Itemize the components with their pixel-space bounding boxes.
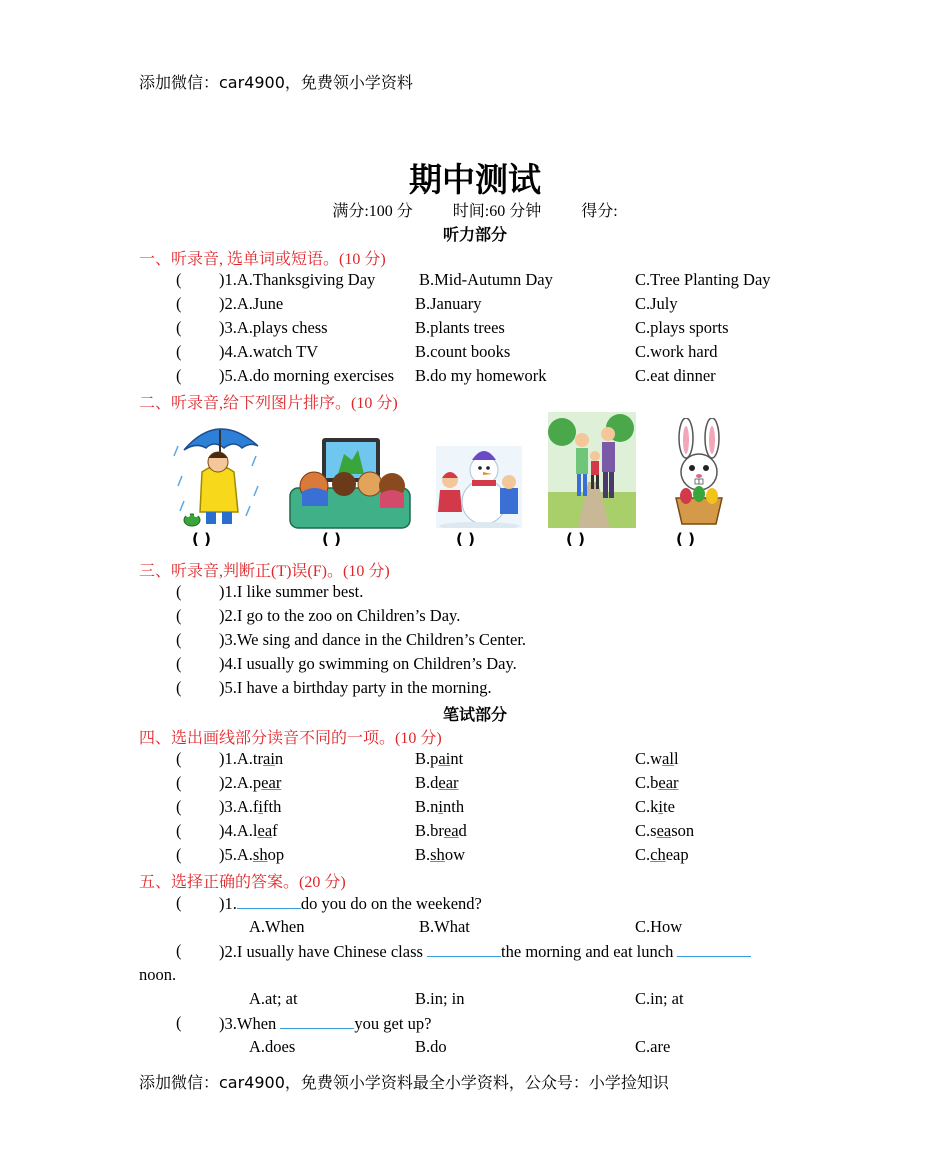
option-a: )1.A.train — [219, 749, 284, 768]
section-5-heading: 五、选择正确的答案。(20 分) — [139, 874, 346, 891]
score-line — [0, 198, 950, 221]
answer-paren[interactable]: ( — [176, 845, 182, 864]
picture-row — [0, 412, 950, 552]
options-row — [0, 1037, 950, 1061]
option-b: B.What — [419, 917, 470, 936]
option-c: C.Tree Planting Day — [635, 270, 771, 289]
option-b: B.January — [415, 294, 482, 313]
question-stem-continued: noon. — [139, 965, 177, 984]
answer-paren[interactable]: ( — [176, 318, 182, 337]
option-b: B.ninth — [415, 797, 465, 816]
statement: )3.We sing and dance in the Children’s Center. — [219, 630, 527, 649]
family-walking-park-icon — [548, 412, 636, 528]
statement: )1.I like summer best. — [219, 582, 364, 601]
question-row — [0, 630, 950, 654]
header-ad: 添加微信：car4900，免费领小学资料 — [139, 73, 413, 92]
option-a: A.does — [249, 1037, 296, 1056]
answer-paren[interactable]: ( — [176, 270, 182, 289]
statement: )4.I usually go swimming on Children’s Day. — [219, 654, 517, 673]
option-a: A.at; at — [249, 989, 298, 1008]
option-c: C.How — [635, 917, 683, 936]
question-wrap — [0, 965, 950, 989]
section-3-heading: 三、听录音,判断正(T)误(F)。(10 分) — [139, 563, 390, 580]
order-bracket[interactable]: ( ) — [566, 530, 585, 548]
question-row — [0, 941, 950, 965]
section-1-heading: 一、听录音, 选单词或短语。(10 分) — [139, 251, 386, 268]
question-row — [0, 1013, 950, 1037]
question-row — [0, 678, 950, 702]
option-b: B.in; in — [415, 989, 465, 1008]
question-row — [0, 342, 950, 366]
order-bracket[interactable]: ( ) — [322, 530, 341, 548]
option-c: C.in; at — [635, 989, 684, 1008]
answer-paren[interactable]: ( — [176, 366, 182, 385]
option-a: )4.A.leaf — [219, 821, 278, 840]
option-b: B.do — [415, 1037, 447, 1056]
option-a: )3.A.fifth — [219, 797, 282, 816]
option-b: B.plants trees — [415, 318, 505, 337]
question-row — [0, 582, 950, 606]
question-row — [0, 797, 950, 821]
score-obtained: 得分: — [581, 203, 618, 220]
boy-umbrella-rain-icon — [172, 416, 264, 530]
answer-paren[interactable]: ( — [176, 582, 182, 601]
answer-paren[interactable]: ( — [176, 342, 182, 361]
options-row — [0, 989, 950, 1013]
question-row — [0, 318, 950, 342]
option-c: C.kite — [635, 797, 675, 816]
answer-blank[interactable] — [237, 893, 301, 909]
question-row — [0, 270, 950, 294]
snowman-girl-icon — [436, 446, 522, 528]
family-watching-tv-icon — [288, 436, 412, 530]
question-row — [0, 366, 950, 390]
question-row — [0, 749, 950, 773]
answer-blank[interactable] — [280, 1013, 354, 1029]
option-c: C.bear — [635, 773, 679, 792]
listening-part-heading: 听力部分 — [442, 225, 507, 244]
question-stem: )1. do you do on the weekend? — [219, 894, 482, 913]
option-b: B.count books — [415, 342, 511, 361]
answer-paren[interactable]: ( — [176, 1013, 182, 1032]
easter-bunny-basket-icon — [666, 418, 732, 528]
option-c: C.plays sports — [635, 318, 729, 337]
option-c: C.eat dinner — [635, 366, 716, 385]
answer-paren[interactable]: ( — [176, 630, 182, 649]
answer-paren[interactable]: ( — [176, 821, 182, 840]
option-a: )2.A.June — [219, 294, 284, 313]
answer-paren[interactable]: ( — [176, 893, 182, 912]
option-c: C.season — [635, 821, 695, 840]
section-4-heading: 四、选出画线部分读音不同的一项。(10 分) — [139, 730, 442, 747]
option-a: )5.A.shop — [219, 845, 285, 864]
option-a: )3.A.plays chess — [219, 318, 328, 337]
option-b: B.Mid-Autumn Day — [419, 270, 553, 289]
answer-paren[interactable]: ( — [176, 606, 182, 625]
answer-paren[interactable]: ( — [176, 678, 182, 697]
order-bracket[interactable]: ( ) — [456, 530, 475, 548]
answer-paren[interactable]: ( — [176, 749, 182, 768]
answer-paren[interactable]: ( — [176, 941, 182, 960]
time-limit: 时间:60 分钟 — [452, 203, 542, 220]
full-score: 满分:100 分 — [332, 203, 413, 220]
answer-paren[interactable]: ( — [176, 294, 182, 313]
answer-paren[interactable]: ( — [176, 654, 182, 673]
option-c: C.July — [635, 294, 678, 313]
option-c: C.work hard — [635, 342, 718, 361]
answer-paren[interactable]: ( — [176, 773, 182, 792]
options-row — [0, 917, 950, 941]
option-a: )5.A.do morning exercises — [219, 366, 395, 385]
option-a: )2.A.pear — [219, 773, 282, 792]
option-a: )4.A.watch TV — [219, 342, 319, 361]
option-b: B.paint — [415, 749, 464, 768]
question-stem: )3.When you get up? — [219, 1014, 432, 1033]
footer-ad: 添加微信：car4900，免费领小学资料最全小学资料，公众号：小学捡知识 — [139, 1073, 669, 1092]
option-b: B.dear — [415, 773, 459, 792]
option-a: )1.A.Thanksgiving Day — [219, 270, 376, 289]
question-stem: )2.I usually have Chinese class the morning and eat lunch — [219, 941, 751, 962]
option-b: B.bread — [415, 821, 467, 840]
answer-blank[interactable] — [677, 941, 751, 957]
option-b: B.do my homework — [415, 366, 547, 385]
order-bracket[interactable]: ( ) — [676, 530, 695, 548]
question-row — [0, 294, 950, 318]
exam-title: 期中测试 — [409, 160, 541, 199]
option-b: B.show — [415, 845, 465, 864]
question-row — [0, 845, 950, 869]
statement: )5.I have a birthday party in the morning. — [219, 678, 492, 697]
option-a: A.When — [249, 917, 305, 936]
question-row — [0, 654, 950, 678]
section-2-heading: 二、听录音,给下列图片排序。(10 分) — [139, 395, 398, 412]
question-row — [0, 773, 950, 797]
question-row — [0, 821, 950, 845]
question-row — [0, 893, 950, 917]
answer-paren[interactable]: ( — [176, 797, 182, 816]
statement: )2.I go to the zoo on Children’s Day. — [219, 606, 461, 625]
question-row — [0, 606, 950, 630]
option-c: C.cheap — [635, 845, 689, 864]
writing-part-heading: 笔试部分 — [442, 705, 507, 724]
order-bracket[interactable]: ( ) — [192, 530, 211, 548]
option-c: C.wall — [635, 749, 679, 768]
option-c: C.are — [635, 1037, 671, 1056]
answer-blank[interactable] — [427, 941, 501, 957]
